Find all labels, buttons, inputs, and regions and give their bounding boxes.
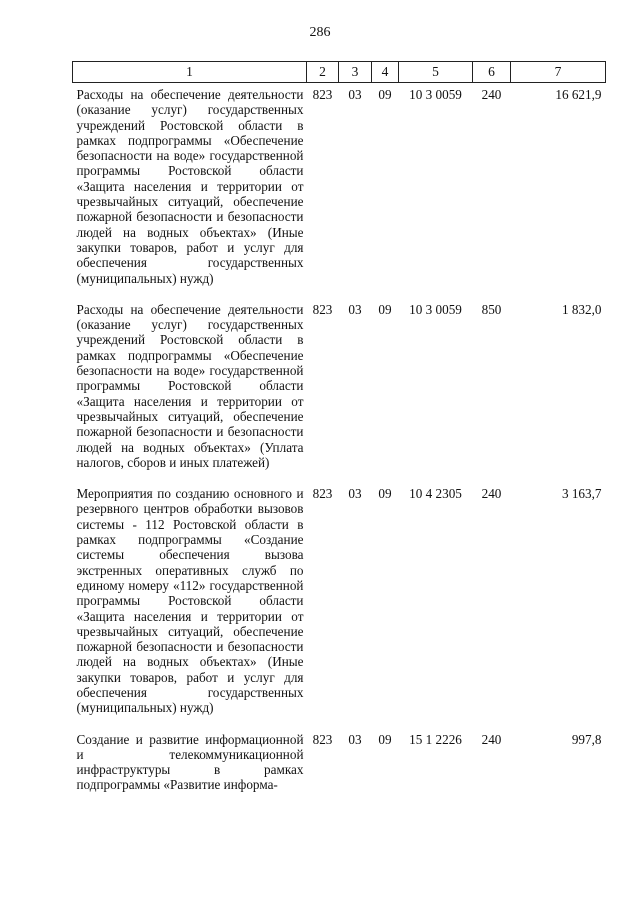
budget-table	[72, 61, 606, 805]
row-description: Мероприятия по созданию основного и резервного центров обработки вызовов системы - 112 Ростовской области в рамках подпрограммы «Создание системы обеспечения вызова экстренных оперативных служб по единому номеру «112» государственной программы Ростовской области «Защита населения и территории от чрезвычайных ситуаций, обеспечение пожарной безопасности и безопасности людей на водных объектах» (Иные закупки товаров, работ и услуг для обеспечения государственных (муниципальных) нужд)	[76, 486, 304, 716]
row-ministry-code: 823	[312, 731, 333, 747]
table-header-row	[73, 62, 606, 83]
row-subsection-code: 09	[378, 486, 392, 502]
col-header-7: 7	[511, 62, 606, 83]
col-header-2: 2	[307, 62, 339, 83]
row-amount: 997,8	[571, 731, 602, 747]
col-header-1: 1	[73, 62, 307, 83]
col-header-4: 4	[372, 62, 399, 83]
row-amount: 3 163,7	[561, 486, 602, 502]
row-target-article: 10 4 2305	[409, 486, 462, 502]
row-amount: 1 832,0	[561, 301, 602, 317]
row-amount: 16 621,9	[555, 87, 602, 102]
row-subsection-code: 09	[378, 87, 392, 102]
row-expense-type: 240	[481, 87, 502, 102]
row-description: Расходы на обеспечение деятельности (оказание услуг) государственных учреждений Ростовской области в рамках подпрограммы «Обеспечение безопасности на воде» государственной программы Ростовской области «Защита населения и территории от чрезвычайных ситуаций, обеспечение пожарной безопасности и безопасности людей на водных объектах» (Уплата налогов, сборов и иных платежей)	[76, 301, 304, 470]
row-expense-type: 850	[481, 301, 502, 317]
table-row	[73, 728, 606, 805]
table-row	[73, 298, 606, 482]
col-header-5: 5	[399, 62, 473, 83]
col-header-6: 6	[473, 62, 511, 83]
row-section-code: 03	[348, 301, 362, 317]
row-ministry-code: 823	[312, 87, 333, 102]
row-expense-type: 240	[481, 731, 502, 747]
row-ministry-code: 823	[312, 301, 333, 317]
row-section-code: 03	[348, 486, 362, 502]
table-row	[73, 482, 606, 727]
row-section-code: 03	[348, 87, 362, 102]
row-description: Расходы на обеспечение деятельности (оказание услуг) государственных учреждений Ростовской области в рамках подпрограммы «Обеспечение безопасности на воде» государственной программы Ростовской области «Защита населения и территории от чрезвычайных ситуаций, обеспечение пожарной безопасности и безопасности людей на водных объектах» (Иные закупки товаров, работ и услуг для обеспечения государственных (муниципальных) нужд)	[76, 87, 304, 286]
page-number: 286	[309, 25, 331, 40]
col-header-3: 3	[339, 62, 372, 83]
row-description: Создание и развитие информационной и телекоммуникационной инфраструктуры в рамках подпрограммы «Развитие информа-	[76, 731, 304, 793]
row-subsection-code: 09	[378, 731, 392, 747]
table-row	[73, 83, 606, 298]
row-target-article: 15 1 2226	[409, 731, 462, 747]
row-section-code: 03	[348, 731, 362, 747]
row-target-article: 10 3 0059	[409, 301, 462, 317]
row-subsection-code: 09	[378, 301, 392, 317]
row-expense-type: 240	[481, 486, 502, 502]
row-ministry-code: 823	[312, 486, 333, 502]
row-target-article: 10 3 0059	[409, 87, 462, 102]
